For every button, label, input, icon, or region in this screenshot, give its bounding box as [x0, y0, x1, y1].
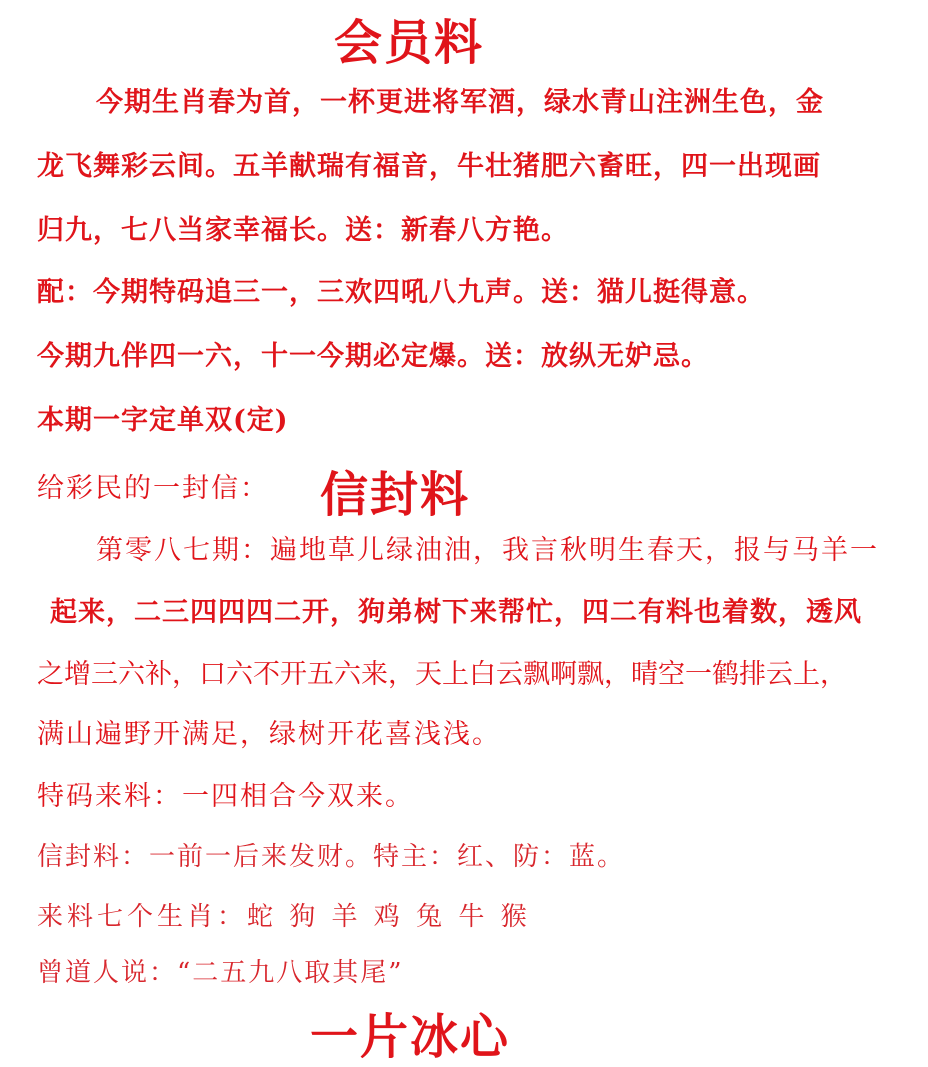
member-line-6: 本期一字定单双(定) — [37, 405, 289, 436]
extra-line-zodiac: 来料七个生肖：蛇 狗 羊 鸡 兔 牛 猴 — [37, 902, 531, 932]
special-code-line: 特码来料：一四相合今双来。 — [37, 781, 414, 812]
letter-line-3: 之增三六补，口六不开五六来，天上白云飘啊飘，晴空一鹤排云上， — [37, 659, 847, 690]
member-line-4: 配：今期特码追三一，三欢四吼八九声。送：猫儿挺得意。 — [37, 277, 765, 308]
letter-line-1: 第零八七期：遍地草儿绿油油，我言秋明生春天，报与马羊一 — [96, 535, 879, 566]
member-line-2: 龙飞舞彩云间。五羊献瑞有福音，牛壮猪肥六畜旺，四一出现画 — [37, 151, 821, 182]
letter-line-2: 起来，二三四四四二开，狗弟树下来帮忙，四二有料也着数，透风 — [50, 597, 862, 628]
member-line-3: 归九，七八当家幸福长。送：新春八方艳。 — [37, 215, 569, 246]
letter-title: 信封料 — [320, 467, 471, 523]
title-member-material: 会员料 — [334, 15, 485, 71]
extra-line-envelope: 信封料：一前一后来发财。特主：红、防：蓝。 — [37, 842, 626, 872]
letter-label: 给彩民的一封信： — [37, 473, 269, 504]
member-line-1: 今期生肖春为首，一杯更进将军酒，绿水青山注洲生色，金 — [96, 87, 824, 118]
title-bottom: 一片冰心 — [310, 1009, 511, 1065]
member-line-5: 今期九伴四一六，十一今期必定爆。送：放纵无妒忌。 — [37, 341, 709, 372]
letter-line-4: 满山遍野开满足，绿树开花喜浅浅。 — [37, 719, 501, 750]
extra-line-quote: 曾道人说：“二五九八取其尾” — [37, 958, 404, 988]
